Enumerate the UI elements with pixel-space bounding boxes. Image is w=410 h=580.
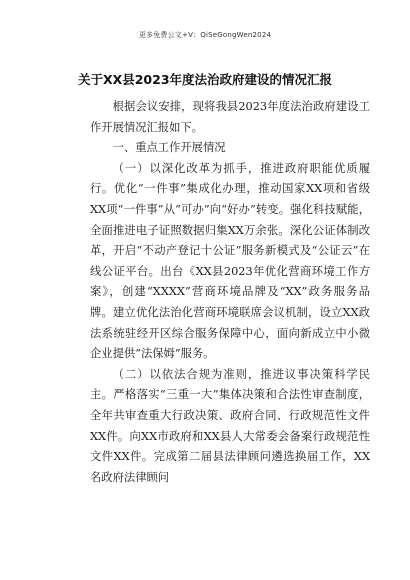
header-note: 更多免费公文+V：QiSeGongWen2024 — [138, 31, 272, 39]
intro-paragraph: 根据会议安排，现将我县2023年度法治政府建设工作开展情况汇报如下。 — [90, 100, 370, 134]
section-heading: 一、重点工作开展情况 — [112, 141, 226, 155]
body-paragraph: （二）以依法合规为准则，推进议事决策科学民主。严格落实“三重一大”集体决策和合法性审查制度，全年共审查重大行政决策、政府合同、行政规范性文件XX件。向XX市政府和XX县人大常委会备案行政规范性文件XX件。完成第二届县法律顾问遴选换届工作，XX名政府法律顾问 — [90, 367, 370, 484]
document-body — [90, 97, 370, 488]
body-paragraph: （一）以深化改革为抓手，推进政府职能优质履行。优化“一件事”集成化办理，推动国家XX项和省级XX项“一件事”从“可办”向“好办”转变。强化科技赋能，全面推进电子证照数据归集XX万余张。深化公证体制改革，开启“不动产登记十公证”服务新模式及“公证云”在线公证平台。出台《XX县2023年优化营商环境工作方案》，创建“XXXX”营商环境品牌及“XX”政务服务品牌。建立优化法治化营商环境联席会议机制，设立XX政法系统驻经开区综合服务保障中心，面向新成立中小微企业提供“法保姆”服务。 — [90, 161, 370, 361]
document-title: 关于XX县2023年度法治政府建设的情况汇报 — [77, 72, 333, 87]
